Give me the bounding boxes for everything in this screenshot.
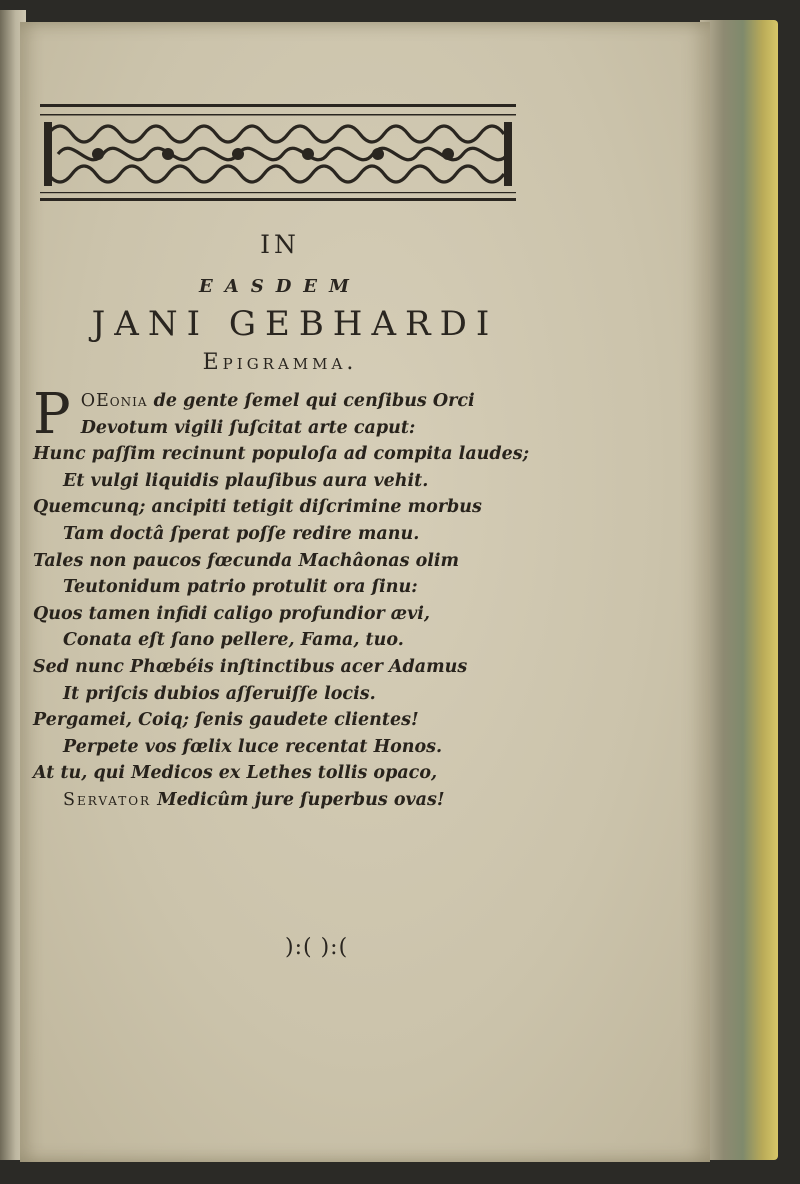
headpiece-ornament: [38, 104, 518, 204]
right-page-edge: [700, 20, 778, 1160]
heading-genre: Epigramma.: [202, 350, 358, 375]
poem-line: Quemcunq; ancipiti tetigit diſcrimine morbus: [33, 497, 482, 518]
poem-line: [33, 787, 523, 814]
poem-line: Devotum vigili ſuſcitat arte caput:: [80, 417, 416, 438]
poem-line: Pergamei, Coiq; ſenis gaudete clientes!: [33, 710, 419, 731]
poem-line: Sed nunc Phœbéis inſtinctibus acer Adamus: [33, 656, 468, 677]
servator-word: Servator: [63, 789, 152, 810]
poem-line: Perpete vos fœlix luce recentat Honos.: [63, 736, 443, 757]
poem-line: Tales non paucos fœcunda Machâonas olim: [33, 550, 460, 571]
drop-capital: P: [33, 382, 71, 447]
epigram-text: [33, 382, 530, 814]
first-word: OEonia: [80, 391, 148, 411]
poem-line: Tam doctâ ſperat poſſe redire manu.: [63, 523, 420, 544]
poem-line: Et vulgi liquidis plauſibus aura vehit.: [63, 470, 429, 491]
heading-easdem: EASDEM: [199, 276, 361, 297]
poem-line: At tu, qui Medicos ex Lethes tollis opaco,: [33, 763, 438, 784]
poem-line-text: Medicûm jure ſuperbus ovas!: [151, 789, 445, 810]
poem-line: Quos tamen infidi caligo profundior ævi,: [33, 603, 431, 624]
poem-line: Hunc paſſim recinunt populoſa ad compita laudes;: [33, 444, 530, 465]
signature-mark: ):( ):(: [285, 935, 349, 960]
heading-author: JANI GEBHARDI: [91, 304, 499, 344]
poem-line: Conata eſt ſano pellere, Fama, tuo.: [63, 630, 404, 651]
poem-line: [33, 388, 523, 415]
poem-line-text: de gente ſemel qui cenſibus Orci: [147, 391, 475, 411]
poem-line: It priſcis dubios aſſeruiſſe locis.: [63, 683, 376, 704]
heading-in: IN: [260, 230, 300, 259]
poem-line: Teutonidum patrio protulit ora ſinu:: [63, 577, 418, 598]
